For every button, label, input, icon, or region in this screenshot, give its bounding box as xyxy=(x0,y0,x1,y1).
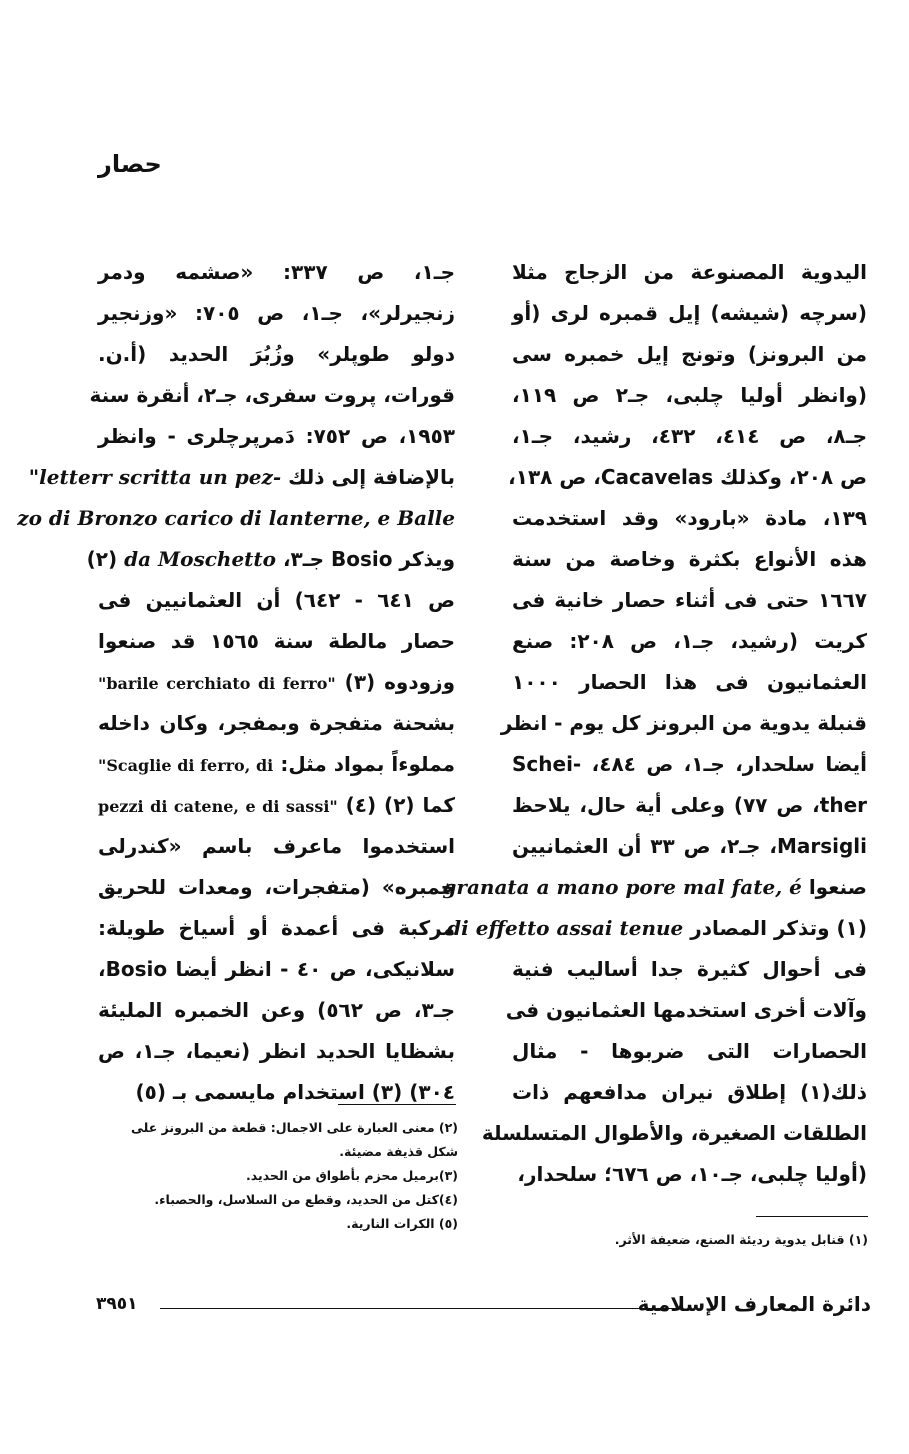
footnote-divider-right xyxy=(756,1216,868,1217)
text-line: ص ٦٤١ - ٦٤٢) أن العثمانيين فى xyxy=(98,588,455,612)
text-line: وآلات أخرى استخدمها العثمانيون فى xyxy=(505,998,867,1022)
text-line: (وانظر أوليا چلبى، جـ٢ ص ١١٩، xyxy=(512,383,867,407)
text-line: مركبة فى أعمدة أو أسياخ طويلة: xyxy=(98,916,455,940)
line-italic-latin: da Moschetto xyxy=(124,547,276,571)
left-text-column xyxy=(17,252,456,1113)
footnote: (٥) الكرات النارية. xyxy=(346,1216,458,1231)
line-italic-latin: di effetto assai tenue xyxy=(447,916,684,940)
text-line: خمبره» (متفجرات، ومعدات للحريق xyxy=(98,875,455,899)
text-line xyxy=(86,539,455,580)
text-line: أيضا سلحدار، جـ١، ص ٤٨٤، -Schei xyxy=(512,752,867,776)
text-line xyxy=(442,867,867,908)
text-line: قورات، پروت سفرى، جـ٢، أنقرة سنة xyxy=(89,383,455,407)
text-line: ther، ص ٧٧) وعلى أية حال، يلاحظ xyxy=(512,793,867,817)
footnotes-left xyxy=(98,1116,458,1236)
right-text-column xyxy=(442,252,868,1195)
text-line: هذه الأنواع بكثرة وخاصة من سنة xyxy=(512,547,867,571)
text-line: بشحنة متفجرة وبمفجر، وكان داخله xyxy=(98,711,455,735)
text-line xyxy=(447,908,867,949)
text-line: جـ١، ص ٣٣٧: «صشمه ودمر xyxy=(98,260,455,284)
line-arabic-segment: كما (٢) (٤) xyxy=(337,793,455,817)
line-latin-quote: pezzi di catene, e di sassi" xyxy=(98,797,338,816)
text-line: الحصارات التى ضربوها - مثال xyxy=(512,1039,867,1063)
text-line: (سرچه (شيشه) إيل قمبره لرى (أو xyxy=(512,301,867,325)
line-arabic-segment: صنعوا xyxy=(801,875,867,899)
text-line: زنجيرلر»، جـ١، ص ٧٠٥: «وزنجير xyxy=(98,301,455,325)
text-line: (أوليا چلبى، جـ١٠، ص ٦٧٦؛ سلحدار، xyxy=(517,1162,867,1186)
text-line: ٣٠٤) (٣) استخدام مايسمى بـ (٥) xyxy=(135,1080,455,1104)
text-line xyxy=(98,744,455,785)
line-italic-latin: zo di Bronzo carico di lanterne, e Balle xyxy=(17,506,455,530)
running-head: حصار xyxy=(98,150,162,178)
line-arabic-segment: مملوءاً بمواد مثل: xyxy=(273,752,455,776)
text-line: ١٩٥٣، ص ٧٥٢: دَمرپرچلرى - وانظر xyxy=(98,424,455,448)
text-line xyxy=(98,785,455,826)
line-arabic-segment: بالإضافة إلى ذلك xyxy=(281,465,455,489)
text-line xyxy=(28,457,455,498)
line-italic-latin: "letterr scritta un pez- xyxy=(28,465,282,489)
text-line: ١٣٩، مادة «بارود» وقد استخدمت xyxy=(512,506,867,530)
text-line: قنبلة يدوية من البرونز كل يوم - انظر xyxy=(500,711,867,735)
line-arabic-segment: (١) وتذكر المصادر xyxy=(683,916,867,940)
footnote: (٣)برميل محزم بأطواق من الحديد. xyxy=(246,1168,458,1183)
footnote: شكل قذيفة مضيئة. xyxy=(339,1144,458,1159)
footnotes-right xyxy=(512,1228,868,1252)
text-line: الطلقات الصغيرة، والأطوال المتسلسلة xyxy=(481,1121,867,1145)
line-footnote-marker: (٢) xyxy=(86,547,125,571)
text-line: دولو طوپلر» وزُبُرَ الحديد (أ.ن. xyxy=(98,342,455,366)
footnote: (٢) معنى العبارة على الاجمال: قطعة من البرونز على xyxy=(130,1120,458,1135)
line-arabic-segment: وزودوه (٣) xyxy=(335,670,456,694)
text-line: فى أحوال كثيرة جدا أساليب فنية xyxy=(512,957,867,981)
text-line xyxy=(17,498,455,539)
line-italic-latin: granata a mano pore mal fate, é xyxy=(442,875,802,899)
page-number: ٣٩٥١ xyxy=(96,1294,138,1314)
text-line: بشظايا الحديد انظر (نعيما، جـ١، ص xyxy=(98,1039,456,1063)
text-line: ذلك(١) إطلاق نيران مدافعهم ذات xyxy=(512,1080,867,1104)
text-line: اليدوية المصنوعة من الزجاج مثلا xyxy=(512,260,867,284)
footer-rule xyxy=(160,1308,678,1309)
footer-title: دائرة المعارف الإسلامية xyxy=(637,1292,871,1316)
text-line: جـ٨، ص ٤١٤، ٤٣٢، رشيد، جـ١، xyxy=(512,424,868,448)
text-line: ١٦٦٧ حتى فى أثناء حصار خانية فى xyxy=(512,588,867,612)
footnote-divider-left xyxy=(338,1104,456,1105)
line-latin-quote: "barile cerchiato di ferro" xyxy=(98,674,336,693)
line-arabic-segment: ويذكر Bosio جـ٣، xyxy=(275,547,455,571)
text-line: Marsigli، جـ٢، ص ٣٣ أن العثمانيين xyxy=(512,834,867,858)
text-line: استخدموا ماعرف باسم «كندرلى xyxy=(98,834,455,858)
text-line: سلانيكى، ص ٤٠ - انظر أيضا Bosio، xyxy=(98,957,455,981)
text-line: كريت (رشيد، جـ١، ص ٢٠٨: صنع xyxy=(512,629,867,653)
text-line xyxy=(98,662,455,703)
text-line: العثمانيون فى هذا الحصار ١٠٠٠ xyxy=(512,670,867,694)
text-line: ص ٢٠٨، وكذلك Cacavelas، ص ١٣٨، xyxy=(508,465,867,489)
text-line: جـ٣، ص ٥٦٢) وعن الخمبره المليئة xyxy=(98,998,455,1022)
text-line: حصار مالطة سنة ١٥٦٥ قد صنعوا xyxy=(98,629,456,653)
line-latin-quote: "Scaglie di ferro, di xyxy=(98,756,274,775)
text-line: من البرونز) وتونج إيل خمبره سى xyxy=(512,342,867,366)
footnote: (٤)كتل من الحديد، وقطع من السلاسل، والحصباء. xyxy=(154,1192,458,1207)
footnote: (١) قنابل يدوية رديئة الصنع، ضعيفة الأثر. xyxy=(614,1232,868,1247)
